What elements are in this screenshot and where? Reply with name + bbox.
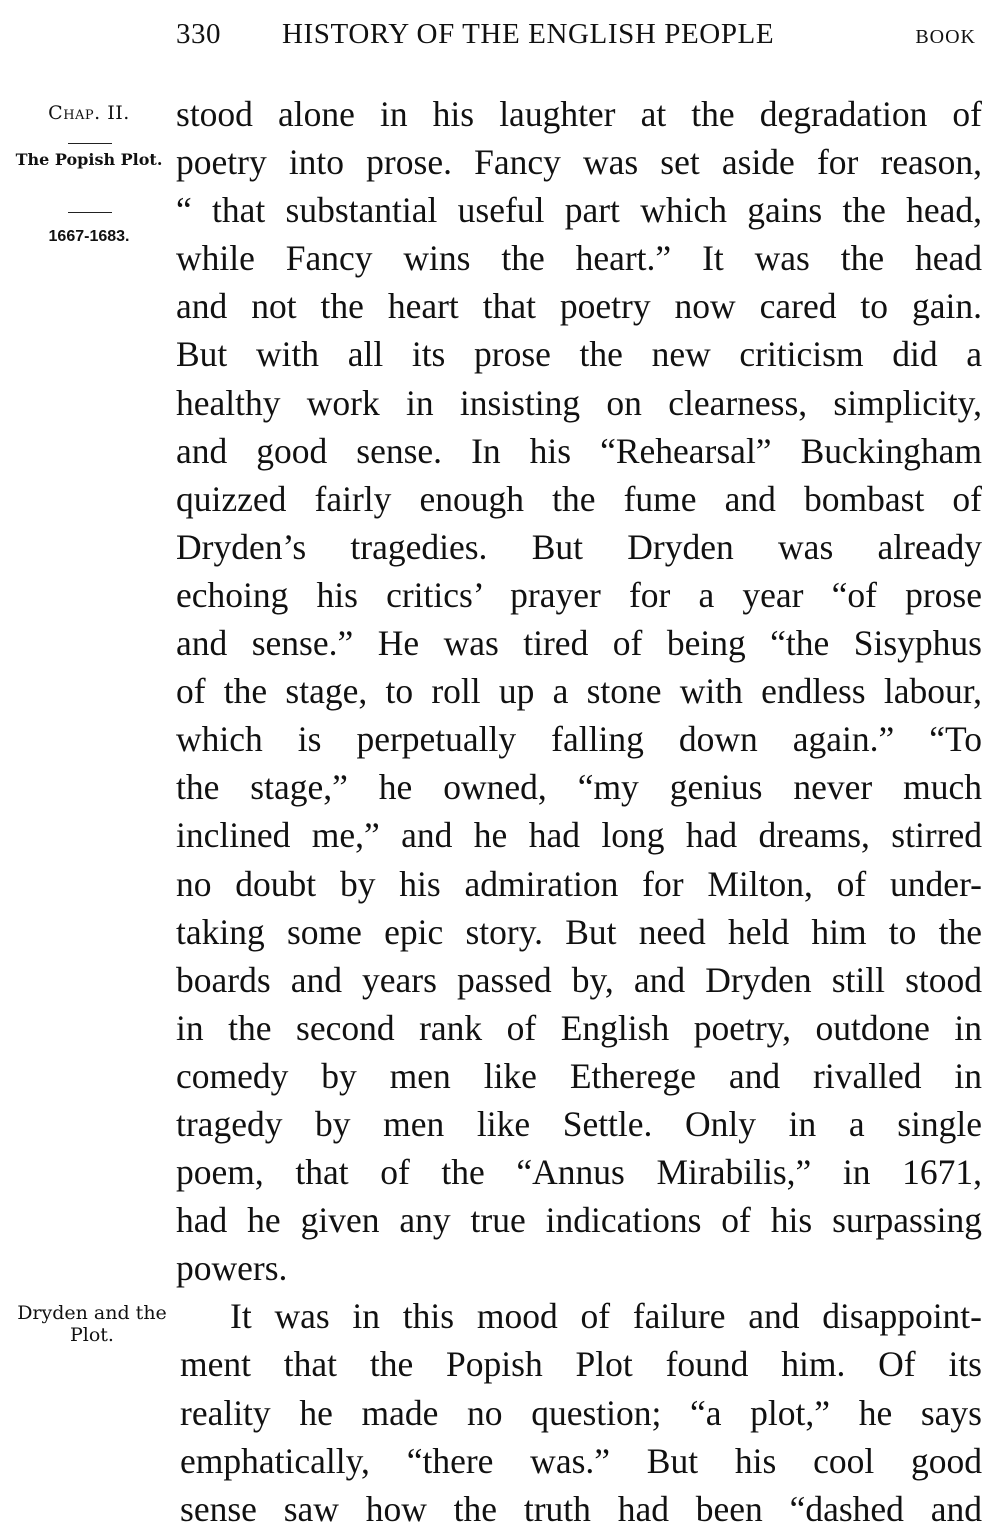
text-line: But with all its prose the new criticism did a <box>176 334 982 375</box>
page-number: 330 <box>176 18 221 50</box>
text-line: boards and years passed by, and Dryden still stood <box>176 959 982 1000</box>
text-line: of the stage, to roll up a stone with endless labour, <box>176 671 982 712</box>
margin-rule-bottom <box>68 212 112 213</box>
text-line: in the second rank of English poetry, outdone in <box>176 1007 982 1048</box>
text-line: comedy by men like Etherege and rivalled in <box>176 1055 982 1096</box>
text-line: the stage,” he owned, “my genius never much <box>176 767 982 808</box>
text-line: had he given any true indications of his surpassing <box>176 1200 982 1241</box>
text-line: poem, that of the “Annus Mirabilis,” in 1671, <box>176 1152 982 1193</box>
text-line: tragedy by men like Settle. Only in a single <box>176 1103 982 1144</box>
text-line: inclined me,” and he had long had dreams, stirred <box>176 815 982 856</box>
text-line: It was in this mood of failure and disappoint- <box>230 1296 982 1337</box>
text-line: “ that substantial useful part which gains the head, <box>176 190 982 231</box>
text-line: reality he made no question; “a plot,” he says <box>180 1392 982 1433</box>
text-line: no doubt by his admiration for Milton, of under- <box>176 863 982 904</box>
text-line: echoing his critics’ prayer for a year “of prose <box>176 574 982 615</box>
text-line: while Fancy wins the heart.” It was the head <box>176 238 982 279</box>
book-label: BOOK <box>915 26 976 48</box>
body-text <box>176 90 982 1533</box>
text-line: and good sense. In his “Rehearsal” Buckingham <box>176 430 982 471</box>
text-line: quizzed fairly enough the fume and bombast of <box>176 478 982 519</box>
text-line: ment that the Popish Plot found him. Of its <box>180 1344 982 1385</box>
text-line: powers. <box>176 1248 288 1289</box>
text-line: stood alone in his laughter at the degradation of <box>176 94 982 134</box>
text-line: and sense.” He was tired of being “the Sisyphus <box>176 623 982 664</box>
running-header <box>176 18 982 62</box>
text-line: healthy work in insisting on clearness, simplicity, <box>176 382 982 423</box>
text-line: Dryden’s tragedies. But Dryden was already <box>176 526 982 567</box>
margin-rule-top <box>68 143 112 144</box>
text-line: and not the heart that poetry now cared to gain. <box>176 286 982 327</box>
paragraph-2 <box>176 1292 982 1532</box>
running-title: HISTORY OF THE ENGLISH PEOPLE <box>282 18 775 50</box>
date-range: 1667-1683. <box>48 228 130 245</box>
text-line: poetry into prose. Fancy was set aside for reason, <box>176 142 982 183</box>
paragraph-1 <box>176 90 982 1292</box>
sidenote-topic: The Popish Plot. <box>15 150 163 169</box>
sidenote-dryden: Dryden and the Plot. <box>17 1302 167 1346</box>
text-line: sense saw how the truth had been “dashed and <box>180 1488 982 1529</box>
text-line: which is perpetually falling down again.” “To <box>176 719 982 760</box>
chapter-label: Chap. II. <box>48 102 130 124</box>
text-line: taking some epic story. But need held him to the <box>176 911 982 952</box>
text-line: emphatically, “there was.” But his cool good <box>180 1440 982 1481</box>
